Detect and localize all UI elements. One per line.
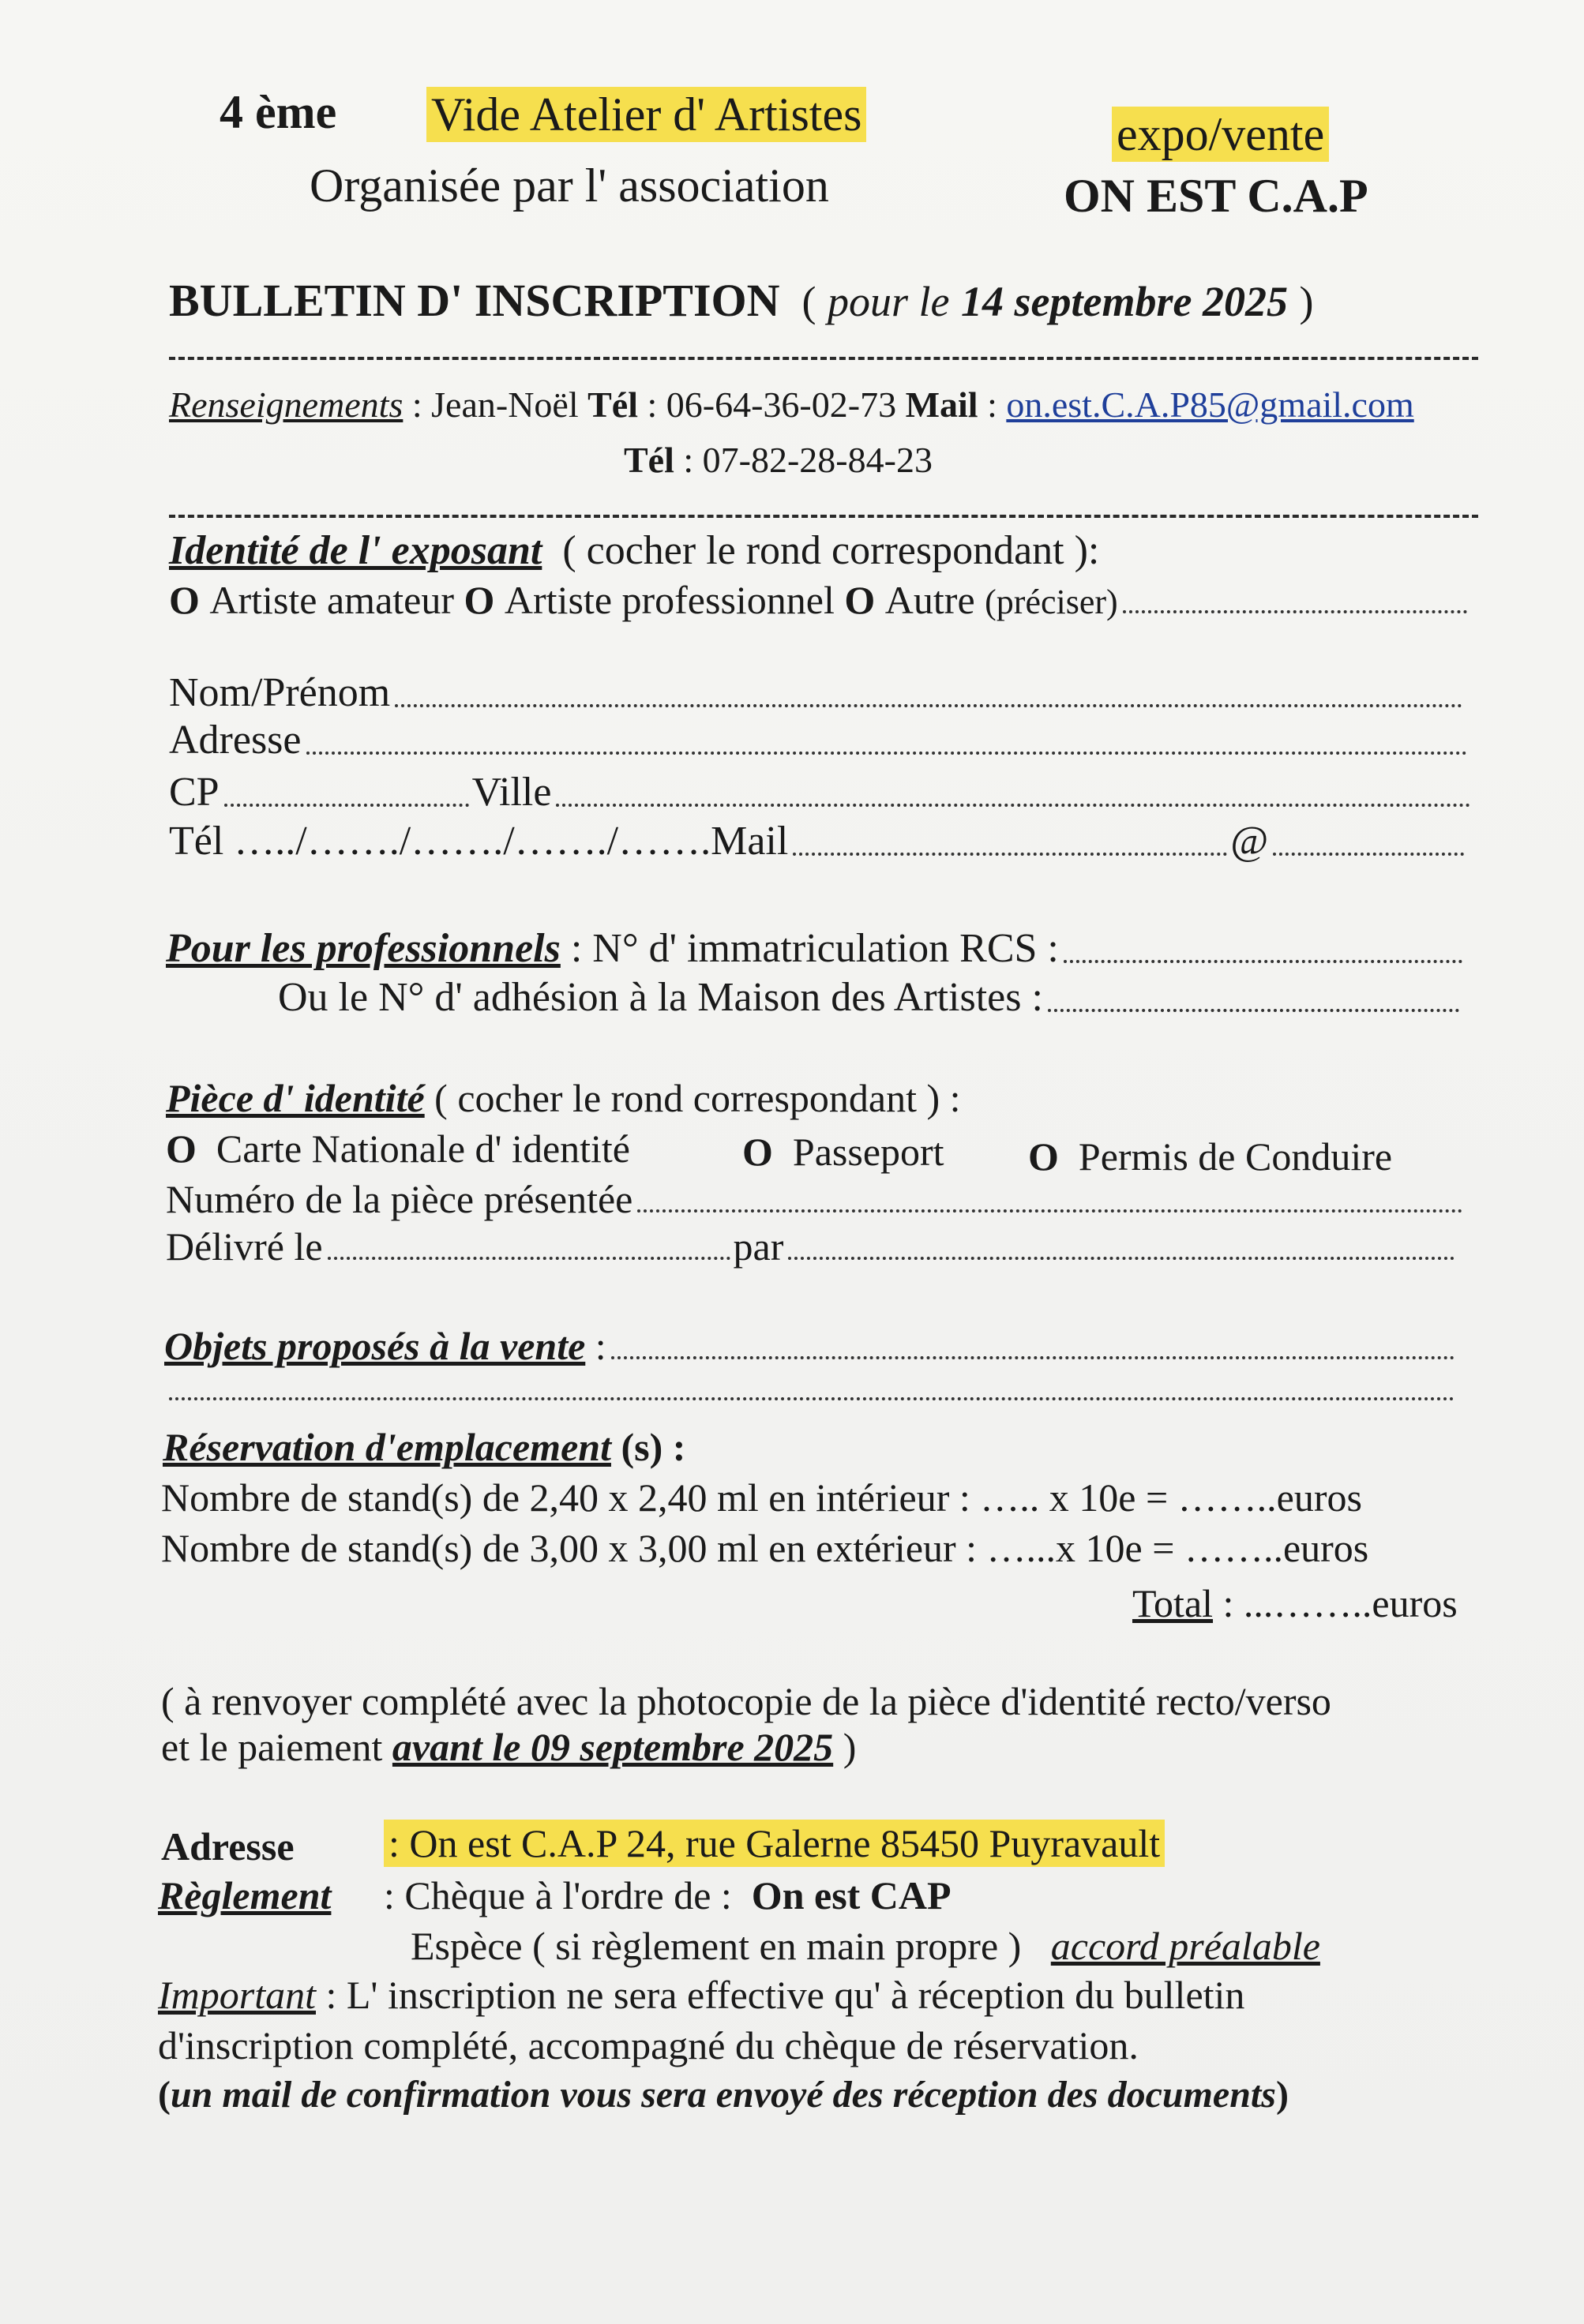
id-option-passeport: O Passeport <box>742 1130 944 1174</box>
return-note-1: ( à renvoyer complété avec la photocopie de la pièce d'identité recto/verso <box>161 1679 1331 1723</box>
contact-label: Renseignements <box>169 384 404 425</box>
contact-tel-2: Tél : 07-82-28-84-23 <box>624 440 933 480</box>
return-note-2: et le paiement avant le 09 septembre 2025 ) <box>161 1725 857 1769</box>
autre-input[interactable] <box>1123 610 1467 613</box>
radio-autre[interactable]: O <box>844 578 876 622</box>
id-number-row: Numéro de la pièce présentée <box>166 1179 1466 1219</box>
reservation-heading: Réservation d'emplacement <box>163 1425 611 1469</box>
important-2: d'inscription complété, accompagné du chèque de réservation. <box>158 2023 1139 2067</box>
confirmation-note: (un mail de confirmation vous sera envoyé des réception des documents) <box>158 2074 1289 2116</box>
objects-input-1[interactable] <box>611 1356 1455 1359</box>
tel-label: Tél <box>169 819 224 864</box>
rcs-row: Pour les professionnels : N° d' immatriculation RCS : <box>166 928 1466 969</box>
divider <box>169 357 1478 360</box>
identity-options: O Artiste amateur O Artiste professionnel O Autre (préciser) <box>169 580 1470 620</box>
payment-value: : Chèque à l'ordre de : On est CAP <box>384 1873 952 1917</box>
important-1: Important : L' inscription ne sera effective qu' à réception du bulletin <box>158 1973 1245 2017</box>
professionals-heading: Pour les professionnels <box>166 926 561 971</box>
organised-by: Organisée par l' association <box>310 159 829 212</box>
divider <box>169 515 1478 518</box>
city-input[interactable] <box>556 804 1470 807</box>
id-heading-line: Pièce d' identité ( cocher le rond correspondant ) : <box>166 1076 961 1120</box>
important-label: Important <box>158 1973 316 2017</box>
id-option-permis: O Permis de Conduire <box>1028 1134 1393 1179</box>
id-delivered-row: Délivré le par <box>166 1227 1458 1266</box>
rcs-input[interactable] <box>1064 960 1462 963</box>
payment-label: Règlement <box>158 1873 332 1917</box>
edition-label: 4 ème <box>220 86 337 138</box>
at-sign: @ <box>1230 819 1269 864</box>
association-name: ON EST C.A.P <box>1064 170 1368 222</box>
footer-address-value: : On est C.A.P 24, rue Galerne 85450 Puyravault <box>384 1824 1165 1863</box>
email-link[interactable]: on.est.C.A.P85@gmail.com <box>1006 384 1414 425</box>
objects-row: Objets proposés à la vente : <box>164 1326 1458 1366</box>
identity-heading: Identité de l' exposant <box>169 528 542 573</box>
deadline: avant le 09 septembre 2025 <box>392 1725 834 1769</box>
cp-input[interactable] <box>224 804 469 807</box>
objects-input-2[interactable] <box>169 1397 1455 1400</box>
footer-address-row <box>161 1824 295 1869</box>
tel-input[interactable]: …../……./……./……./……. <box>234 819 711 864</box>
reservation-outdoor: Nombre de stand(s) de 3,00 x 3,00 ml en extérieur : …...x 10e = ……..euros <box>161 1526 1369 1570</box>
address-input[interactable] <box>306 752 1467 755</box>
tel-mail-row <box>169 821 1467 862</box>
form-title: BULLETIN D' INSCRIPTION ( pour le 14 septembre 2025 ) <box>169 275 1314 326</box>
address-footer-label: Adresse <box>161 1824 295 1869</box>
radio-professionnel[interactable]: O <box>464 578 495 622</box>
contact-line: Renseignements : Jean-Noël Tél : 06-64-36-02-73 Mail : on.est.C.A.P85@gmail.com <box>169 384 1414 425</box>
identity-heading-line: Identité de l' exposant ( cocher le rond correspondant ): <box>169 528 1100 573</box>
reservation-total: Total : ...……..euros <box>1132 1581 1458 1625</box>
address-label: Adresse <box>169 718 302 763</box>
delivered-date-input[interactable] <box>328 1257 730 1260</box>
id-options: O Carte Nationale d' identité <box>166 1126 631 1171</box>
mail-input-domain[interactable] <box>1273 853 1464 856</box>
cp-city-row <box>169 772 1473 813</box>
radio-passeport[interactable]: O <box>742 1130 773 1174</box>
radio-permis[interactable]: O <box>1028 1134 1059 1179</box>
objects-row-2 <box>169 1378 1458 1407</box>
maison-input[interactable] <box>1048 1009 1459 1012</box>
city-label: Ville <box>471 770 552 815</box>
reservation-indoor: Nombre de stand(s) de 2,40 x 2,40 ml en intérieur : ….. x 10e = ……..euros <box>161 1475 1362 1520</box>
id-number-input[interactable] <box>637 1209 1462 1213</box>
name-label: Nom/Prénom <box>169 670 391 715</box>
cash-payment: Espèce ( si règlement en main propre ) accord préalable <box>411 1924 1320 1968</box>
cp-label: CP <box>169 770 220 815</box>
id-heading: Pièce d' identité <box>166 1076 425 1120</box>
event-title: Vide Atelier d' Artistes <box>426 91 866 138</box>
objects-heading: Objets proposés à la vente <box>164 1324 586 1368</box>
reservation-heading-line: Réservation d'emplacement (s) : <box>163 1425 686 1469</box>
mail-input-user[interactable] <box>793 853 1227 856</box>
delivered-by-input[interactable] <box>788 1257 1455 1260</box>
radio-cni[interactable]: O <box>166 1126 197 1171</box>
event-type: expo/vente <box>1112 111 1329 158</box>
maison-row: Ou le N° d' adhésion à la Maison des Artistes : <box>278 977 1462 1018</box>
radio-amateur[interactable]: O <box>169 578 200 622</box>
address-field-row <box>169 720 1470 761</box>
name-field-row <box>169 670 1466 715</box>
name-input[interactable] <box>395 704 1462 707</box>
mail-label: Mail <box>711 819 789 864</box>
